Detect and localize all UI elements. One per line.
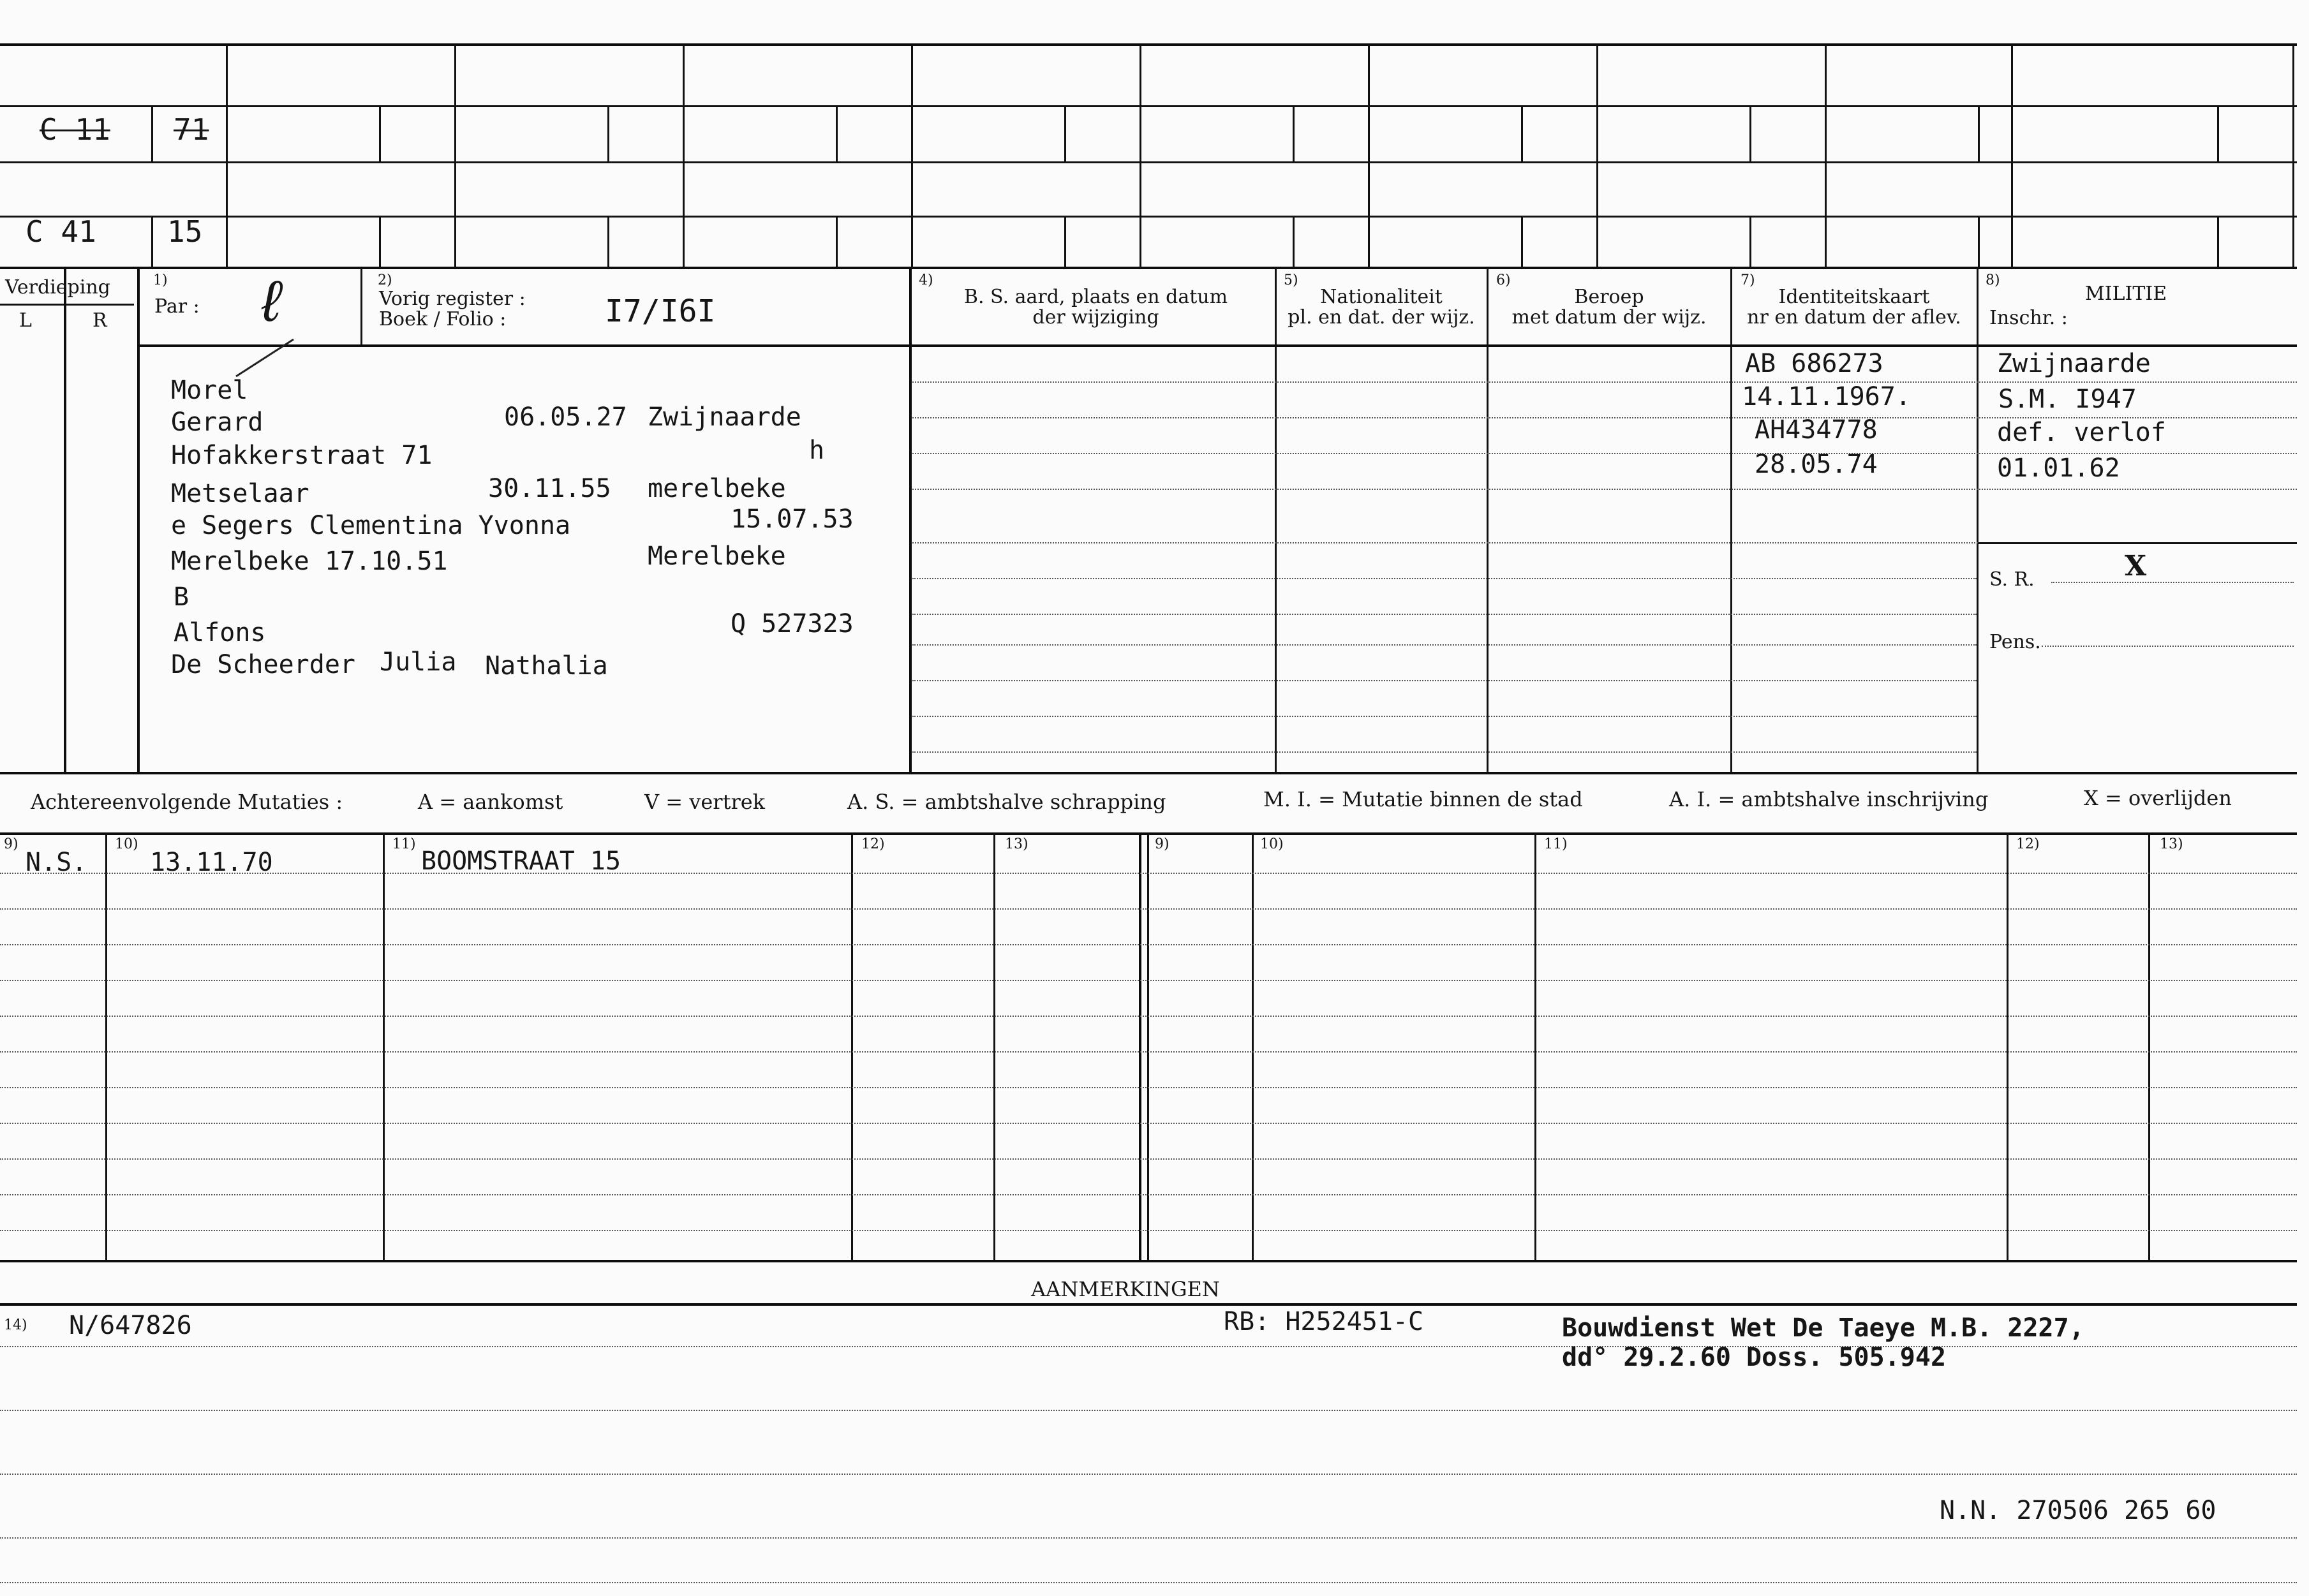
- legend-x: X = overlijden: [2084, 786, 2232, 810]
- field-14-number: 14): [4, 1317, 27, 1333]
- mother-surname: De Scheerder: [171, 650, 355, 679]
- birth-date: 06.05.27: [504, 403, 627, 432]
- id-card-line-3: AH434778: [1755, 415, 1878, 445]
- field-6-number: 6): [1496, 272, 1511, 288]
- vorig-register-value: I7/I6I: [605, 293, 716, 329]
- floor-right-label: R: [93, 309, 107, 332]
- mark-h: h: [809, 436, 825, 465]
- id-card-line-4: 28.05.74: [1755, 450, 1878, 479]
- old-register-code: C 11: [40, 112, 110, 147]
- militie-line-1: Zwijnaarde: [1997, 349, 2151, 378]
- legend-as: A. S. = ambtshalve schrapping: [847, 790, 1166, 814]
- par-stroke: [230, 332, 300, 383]
- mother-first-name: Julia: [380, 647, 457, 677]
- beroep-header: [1489, 287, 1730, 328]
- field-2-number: 2): [378, 272, 392, 288]
- remarks-note-line-1: Bouwdienst Wet De Taeye M.B. 2227,: [1562, 1313, 2084, 1343]
- mutation-type: N.S.: [26, 848, 87, 877]
- beroep-header-line2: met datum der wijz.: [1511, 306, 1707, 329]
- remarks-code: N/647826: [69, 1311, 192, 1340]
- mark-b: B: [174, 582, 189, 612]
- col-10-number: 10): [115, 836, 138, 852]
- mutation-address: BOOMSTRAAT 15: [421, 846, 621, 876]
- field-5-number: 5): [1284, 272, 1298, 288]
- identiteitskaart-header-line2: nr en datum der aflev.: [1747, 306, 1961, 329]
- occupation-place: merelbeke: [648, 474, 786, 503]
- address: Hofakkerstraat 71: [171, 441, 433, 470]
- militie-header: MILITIE: [2085, 283, 2167, 305]
- militie-line-2: S.M. I947: [1998, 385, 2137, 414]
- par-label: Par :: [154, 295, 200, 318]
- identiteitskaart-header: [1732, 287, 1977, 328]
- col-10b-number: 10): [1260, 836, 1284, 852]
- father-code: Q 527323: [731, 609, 854, 639]
- col-9b-number: 9): [1155, 836, 1169, 852]
- field-4-number: 4): [919, 272, 933, 288]
- legend-a: A = aankomst: [418, 790, 563, 814]
- nn-number: N.N. 270506 265 60: [1940, 1496, 2216, 1525]
- col-13-number: 13): [1005, 836, 1028, 852]
- birth-place: Zwijnaarde: [648, 403, 801, 432]
- bs-header-line2: der wijziging: [1032, 306, 1159, 329]
- pens-label: Pens.: [1989, 631, 2041, 653]
- verdieping-label: Verdieping: [5, 276, 110, 299]
- legend-ai: A. I. = ambtshalve inschrijving: [1669, 787, 1989, 811]
- marriage-place-date: Merelbeke 17.10.51: [171, 547, 448, 576]
- bs-header-line1: B. S. aard, plaats en datum: [963, 286, 1228, 308]
- id-card-line-1: AB 686273: [1745, 349, 1883, 378]
- identiteitskaart-header-line1: Identiteitskaart: [1778, 286, 1930, 308]
- militie-line-4: 01.01.62: [1997, 454, 2120, 483]
- col-12-number: 12): [861, 836, 885, 852]
- col-12b-number: 12): [2016, 836, 2040, 852]
- legend-mi: M. I. = Mutatie binnen de stad: [1263, 787, 1583, 811]
- col-11b-number: 11): [1544, 836, 1568, 852]
- register-code: C 41: [26, 214, 96, 249]
- floor-left-label: L: [19, 309, 32, 332]
- field-8-number: 8): [1986, 272, 2000, 288]
- mutation-date: 13.11.70: [150, 848, 273, 877]
- col-11-number: 11): [392, 836, 416, 852]
- marriage-place-stamp: Merelbeke: [648, 542, 786, 571]
- id-card-line-2: 14.11.1967.: [1742, 382, 1911, 411]
- vorig-register-label: Vorig register :: [379, 288, 526, 310]
- occupation-date: 30.11.55: [488, 474, 611, 503]
- field-7-number: 7): [1741, 272, 1755, 288]
- occupation: Metselaar: [171, 479, 309, 508]
- militie-line-3: def. verlof: [1997, 418, 2166, 447]
- first-name: Gerard: [171, 408, 264, 437]
- boek-folio-label: Boek / Folio :: [379, 308, 507, 330]
- legend-v: V = vertrek: [644, 790, 766, 814]
- inschrijving-label: Inschr. :: [1989, 307, 2068, 329]
- bs-header: [919, 287, 1273, 328]
- legend-title: Achtereenvolgende Mutaties :: [31, 790, 343, 814]
- field-1-number: 1): [153, 272, 168, 288]
- remarks-note-line-2: dd° 29.2.60 Doss. 505.942: [1562, 1343, 1947, 1372]
- nationaliteit-header-line2: pl. en dat. der wijz.: [1288, 306, 1475, 329]
- col-13b-number: 13): [2160, 836, 2183, 852]
- surname: Morel: [171, 376, 248, 405]
- beroep-header-line1: Beroep: [1574, 286, 1644, 308]
- nationaliteit-header: [1276, 287, 1487, 328]
- sr-label: S. R.: [1989, 568, 2035, 591]
- sr-value: X: [2125, 550, 2147, 582]
- old-register-number: 71: [174, 112, 209, 147]
- col-9-number: 9): [4, 836, 19, 852]
- father-name: Alfons: [174, 618, 266, 647]
- register-number: 15: [167, 214, 203, 249]
- rb-number: RB: H252451-C: [1224, 1307, 1424, 1336]
- mother-second-name: Nathalia: [485, 651, 608, 681]
- par-mark: ℓ: [254, 274, 289, 339]
- remarks-title: AANMERKINGEN: [1031, 1277, 1220, 1301]
- spouse-date: 15.07.53: [731, 505, 854, 534]
- spouse-name: e Segers Clementina Yvonna: [171, 511, 571, 540]
- nationaliteit-header-line1: Nationaliteit: [1320, 286, 1443, 308]
